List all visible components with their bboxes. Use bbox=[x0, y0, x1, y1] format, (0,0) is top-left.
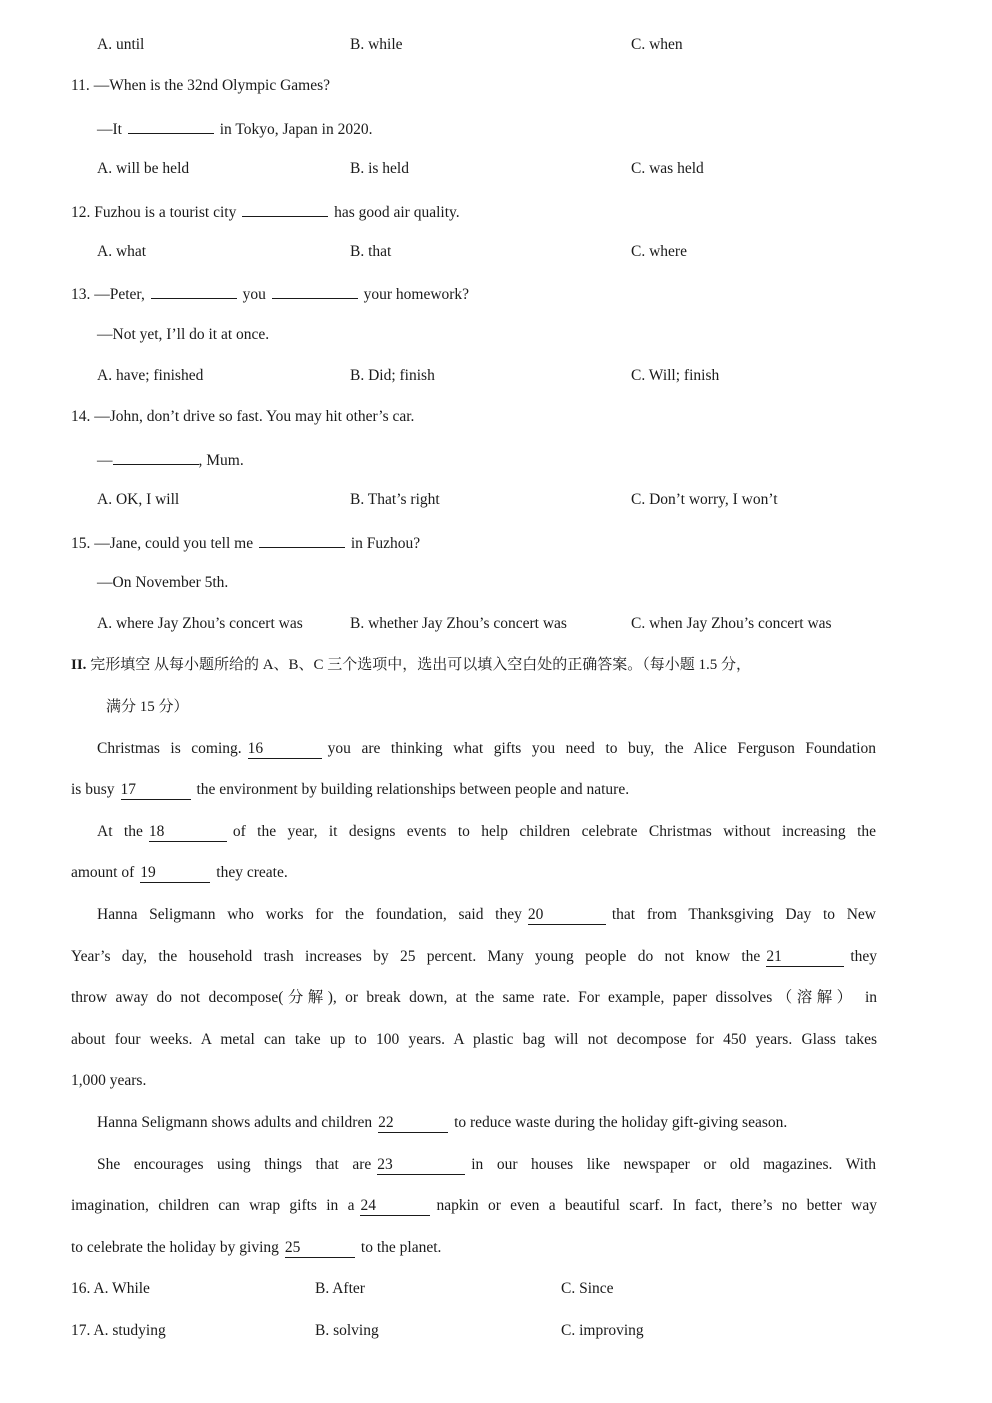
q14-option-c: C. Don’t worry, I won’t bbox=[631, 491, 778, 508]
q10-option-c: C. when bbox=[631, 36, 683, 53]
q14-reply bbox=[97, 449, 244, 471]
passage-text: Year’s day, the household trash increases by 25 percent. Many young people do not know the bbox=[71, 948, 761, 965]
q11-reply bbox=[97, 118, 372, 140]
passage-line-2 bbox=[71, 780, 877, 800]
q11-reply-pre: —It bbox=[97, 121, 122, 138]
q16-option-b: B. After bbox=[315, 1280, 365, 1297]
blank-24: 24 bbox=[360, 1197, 430, 1216]
passage-text: the environment by building relationships between people and nature. bbox=[196, 781, 630, 798]
q15-pre: —Jane, could you tell me bbox=[94, 535, 254, 552]
q14-number: 14. bbox=[71, 408, 91, 425]
q12-pre: Fuzhou is a tourist city bbox=[94, 204, 237, 221]
passage-text: they create. bbox=[216, 864, 288, 881]
q15-prompt bbox=[71, 532, 420, 554]
q15-option-c: C. when Jay Zhou’s concert was bbox=[631, 615, 832, 632]
q17-option-b: B. solving bbox=[315, 1322, 379, 1339]
q13-prompt bbox=[71, 283, 469, 305]
q14-blank bbox=[113, 449, 199, 465]
q13-option-b: B. Did; finish bbox=[350, 367, 435, 384]
section-2-instructions: 完形填空 从每小题所给的 A、B、C 三个选项中，选出可以填入空白处的正确答案。（每小题 1.5 分， bbox=[90, 657, 752, 673]
passage-text: in our houses like newspaper or old magazines. With bbox=[471, 1156, 876, 1173]
passage-text: that from Thanksgiving Day to New bbox=[611, 906, 877, 923]
passage-text: is busy bbox=[71, 781, 115, 798]
section-2-heading bbox=[71, 655, 751, 675]
blank-18: 18 bbox=[149, 823, 227, 842]
q13-pre: —Peter, bbox=[94, 286, 145, 303]
q14-reply-post: , Mum. bbox=[198, 452, 244, 469]
passage-text: you are thinking what gifts you need to buy, the Alice Ferguson Foundation bbox=[327, 740, 876, 757]
blank-21: 21 bbox=[766, 948, 844, 967]
blank-25: 25 bbox=[285, 1239, 355, 1258]
passage-line-6 bbox=[71, 947, 877, 967]
passage-text: Hanna Seligmann who works for the foundation, said they bbox=[97, 906, 522, 923]
q11-blank bbox=[128, 118, 214, 134]
q12-option-b: B. that bbox=[350, 243, 392, 260]
q13-option-c: C. Will; finish bbox=[631, 367, 720, 384]
q10-option-b: B. while bbox=[350, 36, 403, 53]
q13-reply: —Not yet, I’ll do it at once. bbox=[97, 326, 270, 343]
blank-22: 22 bbox=[378, 1114, 448, 1133]
q15-option-b: B. whether Jay Zhou’s concert was bbox=[350, 615, 567, 632]
passage-text: imagination, children can wrap gifts in a bbox=[71, 1197, 355, 1214]
passage-text: to reduce waste during the holiday gift-giving season. bbox=[454, 1114, 788, 1131]
q12-prompt bbox=[71, 201, 460, 223]
q12-option-a: A. what bbox=[97, 243, 147, 260]
passage-text: She encourages using things that are bbox=[97, 1156, 372, 1173]
passage-text: Christmas is coming. bbox=[97, 740, 242, 757]
q14-prompt bbox=[71, 407, 414, 427]
q15-blank bbox=[259, 532, 345, 548]
q12-number: 12. bbox=[71, 204, 91, 221]
passage-line-5 bbox=[97, 905, 876, 925]
q16-option-c: C. Since bbox=[561, 1280, 614, 1297]
passage-text: napkin or even a beautiful scarf. In fact, there’s no better way bbox=[436, 1197, 877, 1214]
passage-line-10 bbox=[97, 1113, 876, 1133]
q15-number: 15. bbox=[71, 535, 91, 552]
q11-reply-post: in Tokyo, Japan in 2020. bbox=[219, 121, 373, 138]
q15-post: in Fuzhou? bbox=[350, 535, 421, 552]
passage-text: At the bbox=[97, 823, 143, 840]
blank-17: 17 bbox=[121, 781, 191, 800]
q15-option-a: A. where Jay Zhou’s concert was bbox=[97, 615, 303, 632]
q11-option-c: C. was held bbox=[631, 160, 704, 177]
passage-line-9: 1,000 years. bbox=[71, 1072, 147, 1089]
q15-reply: —On November 5th. bbox=[97, 574, 229, 591]
q14-reply-pre: — bbox=[97, 452, 113, 469]
q16-option-a: 16. A. While bbox=[71, 1280, 150, 1297]
q11-prompt bbox=[71, 76, 330, 96]
passage-text: amount of bbox=[71, 864, 135, 881]
q14-option-a: A. OK, I will bbox=[97, 491, 180, 508]
section-2-number: II. bbox=[71, 657, 87, 673]
q13-mid: you bbox=[242, 286, 266, 303]
q11-option-a: A. will be held bbox=[97, 160, 190, 177]
passage-line-7: throw away do not decompose(分解), or break down, at the same rate. For example, paper dissolves（溶解） in bbox=[71, 989, 877, 1006]
q17-option-c: C. improving bbox=[561, 1322, 644, 1339]
q11-number: 11. bbox=[71, 77, 90, 94]
passage-line-1 bbox=[97, 739, 876, 759]
q13-number: 13. bbox=[71, 286, 91, 303]
blank-20: 20 bbox=[528, 906, 606, 925]
passage-line-8: about four weeks. A metal can take up to 100 years. A plastic bag will not decompose for 450 years. Glass takes bbox=[71, 1031, 877, 1048]
passage-line-3 bbox=[97, 822, 876, 842]
blank-16: 16 bbox=[248, 740, 322, 759]
q12-post: has good air quality. bbox=[334, 204, 460, 221]
passage-text: to the planet. bbox=[360, 1239, 442, 1256]
q12-option-c: C. where bbox=[631, 243, 687, 260]
blank-19: 19 bbox=[140, 864, 210, 883]
q10-option-a: A. until bbox=[97, 36, 145, 53]
q11-option-b: B. is held bbox=[350, 160, 409, 177]
q14-prompt-text: —John, don’t drive so fast. You may hit other’s car. bbox=[94, 408, 415, 425]
q13-option-a: A. have; finished bbox=[97, 367, 204, 384]
passage-line-11 bbox=[97, 1155, 876, 1175]
passage-line-12 bbox=[71, 1196, 877, 1216]
passage-line-4 bbox=[71, 863, 877, 883]
section-2-score: 满分 15 分） bbox=[106, 699, 189, 715]
q11-prompt-text: —When is the 32nd Olympic Games? bbox=[93, 77, 331, 94]
passage-text: of the year, it designs events to help children celebrate Christmas without increasing the bbox=[232, 823, 877, 840]
q17-option-a: 17. A. studying bbox=[71, 1322, 166, 1339]
q13-blank-2 bbox=[272, 283, 358, 299]
passage-text: Hanna Seligmann shows adults and children bbox=[97, 1114, 373, 1131]
q13-post: your homework? bbox=[363, 286, 470, 303]
blank-23: 23 bbox=[377, 1156, 465, 1175]
q12-blank bbox=[242, 201, 328, 217]
passage-line-13 bbox=[71, 1238, 877, 1258]
q14-option-b: B. That’s right bbox=[350, 491, 440, 508]
passage-text: they bbox=[850, 948, 877, 965]
q13-blank-1 bbox=[151, 283, 237, 299]
passage-text: to celebrate the holiday by giving bbox=[71, 1239, 279, 1256]
